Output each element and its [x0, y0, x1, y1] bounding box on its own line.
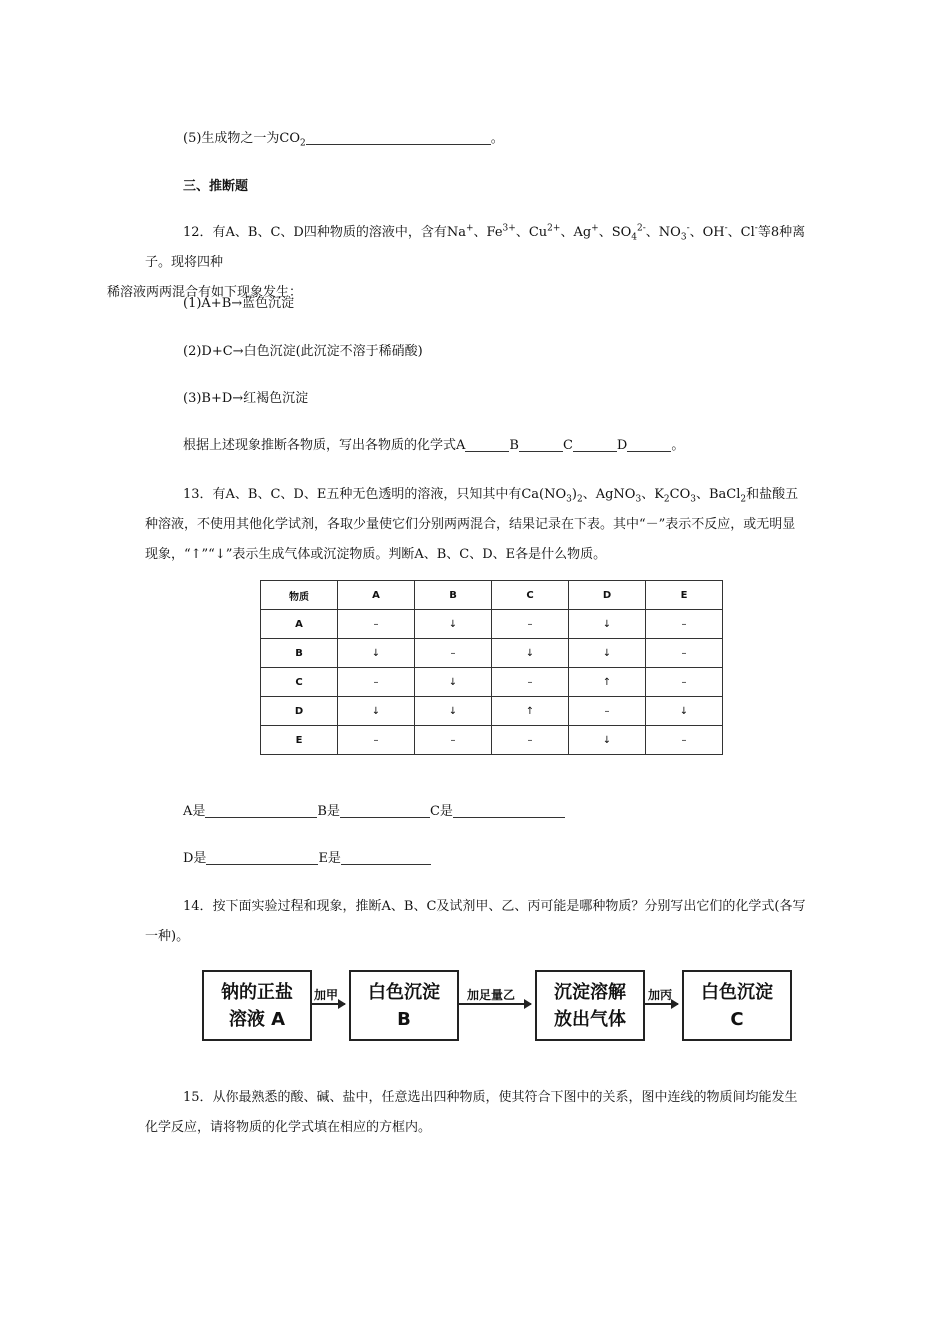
table-row — [261, 639, 723, 668]
table-header-cell: 物质 — [261, 581, 338, 610]
answer-blank-c[interactable] — [453, 803, 565, 818]
q12-answer-line: 根据上述现象推断各物质，写出各物质的化学式A B C D 。 — [183, 438, 685, 453]
table-cell: – — [492, 610, 569, 639]
question-12-text: 12．有A、B、C、D四种物质的溶液中，含有Na+、$Fe^{3+}$、$Cu^{2+}$、Ag+、$SO_4^{2-}$、$NO_3^-$、OH-、Cl-等8种离子。现将四种 稀溶液两两混合有如下现象发生： — [107, 223, 806, 300]
table-cell: ↓ — [492, 639, 569, 668]
flow-box-gas: 沉淀溶解 放出气体 — [535, 970, 645, 1041]
flow-arrow-label-2: 加足量乙 — [467, 988, 516, 1002]
table-cell: E — [261, 726, 338, 755]
table-cell: ↓ — [338, 639, 415, 668]
table-cell: B — [261, 639, 338, 668]
question-13-text: 13．有A、B、C、D、E五种无色透明的溶液，只知其中有$Ca(NO_3)_2$、AgNO$_3$、$K_2CO_3$、BaCl$_2$和盐酸五种溶液，不使用其他化学试剂，各取少量使它们分别两两混合，结果记录在下表。其中“－”表示不反应，或无明显现象，“↑”“↓”表示生成气体或沉淀物质。判断A、B、C、D、E各是什么物质。 — [145, 487, 799, 562]
table-cell: – — [338, 726, 415, 755]
table-cell: ↓ — [646, 697, 723, 726]
answer-blank[interactable] — [306, 130, 491, 145]
table-cell: C — [261, 668, 338, 697]
table-header-cell: D — [569, 581, 646, 610]
q12-item-1: (1)A+B→蓝色沉淀 — [183, 296, 295, 311]
table-cell: – — [338, 610, 415, 639]
question-15-text: 15．从你最熟悉的酸、碱、盐中，任意选出四种物质，使其符合下图中的关系，图中连线的物质间均能发生化学反应，请将物质的化学式填在相应的方框内。 — [145, 1090, 798, 1135]
table-header-cell: E — [646, 581, 723, 610]
table-cell: ↓ — [569, 726, 646, 755]
table-cell: ↓ — [569, 610, 646, 639]
flow-box-a: 钠的正盐 溶液 A — [202, 970, 312, 1041]
answer-blank-a[interactable] — [205, 803, 317, 818]
table-row — [261, 697, 723, 726]
answer-blank-a[interactable] — [465, 437, 509, 452]
question-14-text: 14．按下面实验过程和现象，推断A、B、C及试剂甲、乙、丙可能是哪种物质？分别写出它们的化学式(各写一种)。 — [145, 899, 806, 944]
flow-arrow-3 — [645, 1003, 678, 1005]
table-cell: – — [415, 639, 492, 668]
table-row — [261, 668, 723, 697]
answer-blank-d[interactable] — [206, 850, 318, 865]
table-header-cell: B — [415, 581, 492, 610]
table-header-cell: A — [338, 581, 415, 610]
table-cell: ↑ — [492, 697, 569, 726]
table-cell: ↓ — [415, 668, 492, 697]
flow-arrow-2 — [459, 1003, 531, 1005]
table-header-row — [261, 581, 723, 610]
table-cell: – — [646, 668, 723, 697]
flow-box-c: 白色沉淀 C — [682, 970, 792, 1041]
table-cell: ↓ — [415, 610, 492, 639]
table-cell: A — [261, 610, 338, 639]
table-cell: – — [492, 668, 569, 697]
answer-blank-b[interactable] — [519, 437, 563, 452]
table-cell: – — [646, 610, 723, 639]
section-title: 三、推断题 — [183, 179, 249, 194]
reaction-table — [260, 580, 723, 755]
table-cell: – — [338, 668, 415, 697]
table-row — [261, 610, 723, 639]
table-cell: – — [492, 726, 569, 755]
table-cell: ↓ — [338, 697, 415, 726]
table-cell: – — [646, 726, 723, 755]
q13-answer-line-2: D是 E是 — [183, 850, 431, 868]
q13-answer-line-1: A是 B是 C是 — [183, 803, 565, 821]
table-cell: ↑ — [569, 668, 646, 697]
q12-item-2: (2)D+C→白色沉淀(此沉淀不溶于稀硝酸) — [183, 344, 423, 359]
flow-arrow-label-3: 加丙 — [648, 988, 673, 1002]
q12-item-3: (3)B+D→红褐色沉淀 — [183, 391, 309, 406]
table-cell: D — [261, 697, 338, 726]
table-cell: ↓ — [415, 697, 492, 726]
answer-blank-d[interactable] — [627, 437, 671, 452]
flow-box-b: 白色沉淀 B — [349, 970, 459, 1041]
answer-blank-e[interactable] — [341, 850, 431, 865]
q11-item-5: (5)生成物之一为$CO_2$ 。 — [183, 131, 504, 149]
table-cell: – — [646, 639, 723, 668]
flow-arrow-1 — [312, 1003, 345, 1005]
table-row — [261, 726, 723, 755]
table-cell: – — [415, 726, 492, 755]
answer-blank-c[interactable] — [573, 437, 617, 452]
flow-arrow-label-1: 加甲 — [314, 988, 339, 1002]
answer-blank-b[interactable] — [340, 803, 430, 818]
table-cell: – — [569, 697, 646, 726]
table-header-cell: C — [492, 581, 569, 610]
table-cell: ↓ — [569, 639, 646, 668]
